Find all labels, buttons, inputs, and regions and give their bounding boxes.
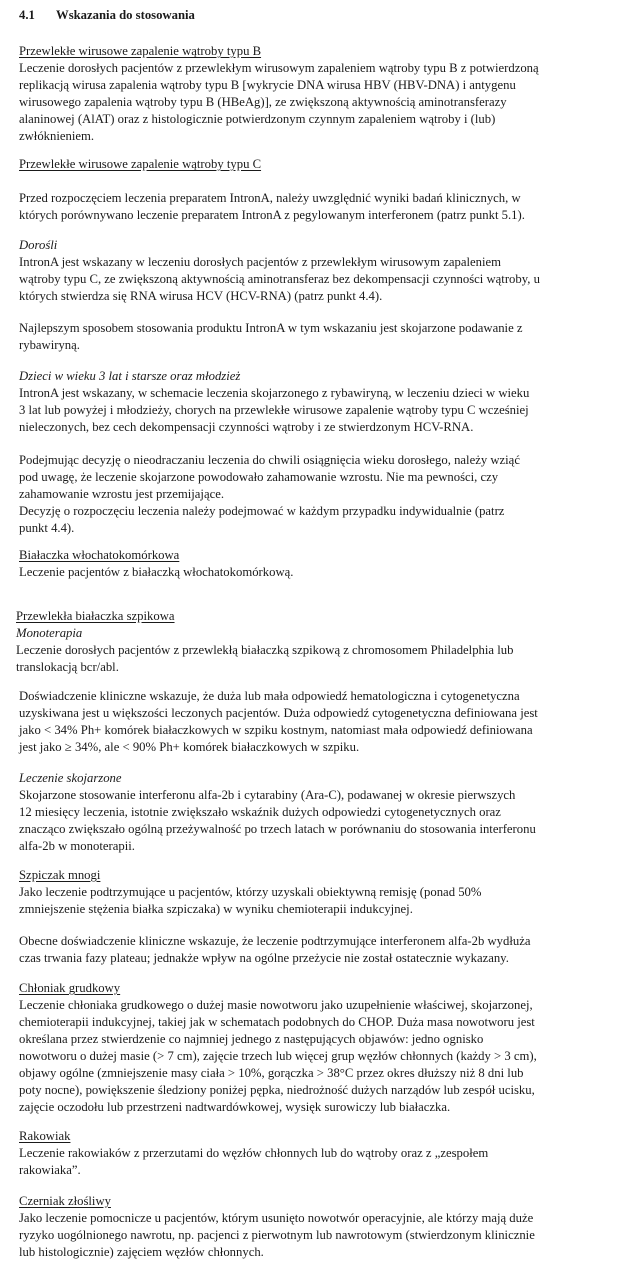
text-line: Leczenie chłoniaka grudkowego o dużej masie nowotworu jako uzupełnienie właściwej, skojarzonej, (19, 998, 533, 1012)
subheading: Czerniak złośliwy (19, 1194, 111, 1208)
italic-subheading: Dorośli (19, 238, 58, 252)
text-line: Leczenie rakowiaków z przerzutami do węzłów chłonnych lub do wątroby oraz z „zespołem (19, 1146, 489, 1160)
text-line: których stwierdza się RNA wirusa HCV (HCV-RNA) (patrz punkt 4.4). (19, 289, 383, 303)
text-line: zahamowanie wzrostu jest przemijające. (19, 487, 225, 501)
text-line: Jako leczenie pomocnicze u pacjentów, którym usunięto nowotwór operacyjnie, ale którzy mają duże (19, 1211, 534, 1225)
text-line: Leczenie dorosłych pacjentów z przewlekłą białaczką szpikową z chromosomem Philadelphia lub (16, 643, 514, 657)
section-title: Wskazania do stosowania (56, 8, 195, 22)
text-line: wirusowego zapalenia wątroby typu B (HBeAg)], ze zwiększoną aktywnością aminotransferazy (19, 95, 507, 109)
subheading: Chłoniak grudkowy (19, 981, 121, 995)
text-line: zmniejszenie stężenia białka szpiczaka) w wyniku chemioterapii indukcyjnej. (19, 902, 413, 916)
text-line: rybawiryną. (19, 338, 80, 352)
text-line: Doświadczenie kliniczne wskazuje, że duża lub mała odpowiedź hematologiczna i cytogenetyczna (19, 689, 520, 703)
text-line: Leczenie dorosłych pacjentów z przewlekłym wirusowym zapaleniem wątroby typu B z potwierdzoną (19, 61, 539, 75)
text-line: Skojarzone stosowanie interferonu alfa-2b i cytarabiny (Ara-C), podawanej w okresie pierwszych (19, 788, 516, 802)
text-line: których porównywano leczenie preparatem IntronA z pegylowanym interferonem (patrz punkt 5.1). (19, 208, 525, 222)
text-line: rakowiaka”. (19, 1163, 81, 1177)
text-line: 3 lat lub powyżej i młodzieży, chorych na przewlekłe wirusowe zapalenie wątroby typu C wcześniej (19, 403, 529, 417)
text-line: pod uwagę, że leczenie skojarzone powodowało zahamowanie wzrostu. Nie ma pewności, czy (19, 470, 499, 484)
text-line: translokacją bcr/abl. (16, 660, 119, 674)
text-line: zwłóknieniem. (19, 129, 95, 143)
text-line: Przed rozpoczęciem leczenia preparatem IntronA, należy uwzględnić wyniki badań klinicznych, w (19, 191, 521, 205)
text-line: zajęcie oczodołu lub przestrzeni nadtwardówkowej, wysięk surowiczy lub białaczka. (19, 1100, 451, 1114)
text-line: jest jako ≥ 34%, ale < 90% Ph+ komórek białaczkowych w szpiku. (19, 740, 360, 754)
text-line: objawy ogólne (zmniejszenie masy ciała > 10%, gorączka > 38°C przez okres dłuższy niż 8 dni lub (19, 1066, 524, 1080)
section-number: 4.1 (19, 8, 35, 22)
text-line: nieleczonych, bez cech dekompensacji czynności wątroby i ze stwierdzonym HCV-RNA. (19, 420, 474, 434)
italic-subheading: Monoterapia (16, 626, 83, 640)
text-line: Decyzję o rozpoczęciu leczenia należy podejmować w każdym przypadku indywidualnie (patrz (19, 504, 505, 518)
text-line: punkt 4.4). (19, 521, 75, 535)
subheading: Przewlekłe wirusowe zapalenie wątroby typu C (19, 157, 262, 171)
text-line: IntronA jest wskazany w leczeniu dorosłych pacjentów z przewlekłym wirusowym zapaleniem (19, 255, 501, 269)
text-line: czas trwania fazy plateau; jednakże wpływ na ogólne przeżycie nie został ostatecznie wykazany. (19, 951, 509, 965)
text-line: wątroby typu C, ze zwiększoną aktywnością aminotransferaz bez dekompensacji czynności wątroby, u (19, 272, 540, 286)
text-line: 12 miesięcy leczenia, istotnie zwiększało wskaźnik dużych odpowiedzi cytogenetycznych oraz (19, 805, 501, 819)
text-line: Obecne doświadczenie kliniczne wskazuje, że leczenie podtrzymujące interferonem alfa-2b wydłuża (19, 934, 531, 948)
italic-subheading: Dzieci w wieku 3 lat i starsze oraz młodzież (19, 369, 241, 383)
text-line: Jako leczenie podtrzymujące u pacjentów, którzy uzyskali obiektywną remisję (ponad 50% (19, 885, 482, 899)
subheading: Przewlekła białaczka szpikowa (16, 609, 175, 623)
text-line: Najlepszym sposobem stosowania produktu IntronA w tym wskazaniu jest skojarzone podawanie z (19, 321, 523, 335)
subheading: Przewlekłe wirusowe zapalenie wątroby typu B (19, 44, 262, 58)
text-line: ryzyko uogólnionego nawrotu, np. pacjenci z pierwotnym lub nawrotowym (stwierdzonym klinicznie (19, 1228, 535, 1242)
text-line: określana przez stwierdzenie co najmniej jednego z następujących objawów: jedno ognisko (19, 1032, 484, 1046)
subheading: Rakowiak (19, 1129, 71, 1143)
text-line: lub histologicznie) zajęciem węzłów chłonnych. (19, 1245, 264, 1259)
text-line: znacząco zwiększało ogólną przeżywalność po trzech latach w porównaniu do stosowania interferonu (19, 822, 536, 836)
text-line: uzyskiwana jest u większości leczonych pacjentów. Duża odpowiedź cytogenetyczna definiowana jest (19, 706, 538, 720)
text-line: nowotworu o dużej masie (> 7 cm), zajęcie trzech lub więcej grup węzłów chłonnych (każdy > 3 cm), (19, 1049, 537, 1063)
text-line: alfa-2b w monoterapii. (19, 839, 135, 853)
italic-subheading: Leczenie skojarzone (19, 771, 122, 785)
text-line: chemioterapii indukcyjnej, takiej jak w schematach podobnych do CHOP. Duża masa nowotworu jest (19, 1015, 535, 1029)
text-line: jako < 34% Ph+ komórek białaczkowych w szpiku kostnym, natomiast mała odpowiedź definiowana (19, 723, 533, 737)
text-line: IntronA jest wskazany, w schemacie leczenia skojarzonego z rybawiryną, w leczeniu dzieci w wieku (19, 386, 530, 400)
subheading: Białaczka włochatokomórkowa (19, 548, 180, 562)
text-line: Podejmując decyzję o nieodraczaniu leczenia do chwili osiągnięcia wieku dorosłego, należy wziąć (19, 453, 520, 467)
text-line: Leczenie pacjentów z białaczką włochatokomórkową. (19, 565, 294, 579)
subheading: Szpiczak mnogi (19, 868, 101, 882)
text-line: alaninowej (AlAT) oraz z histologicznie potwierdzonym czynnym zapaleniem wątroby i (lub) (19, 112, 496, 126)
text-line: replikacją wirusa zapalenia wątroby typu B [wykrycie DNA wirusa HBV (HBV-DNA) i antygenu (19, 78, 516, 92)
text-line: poty nocne), powiększenie śledziony poniżej pępka, niedrożność dużych narządów lub zespół ucisku, (19, 1083, 535, 1097)
